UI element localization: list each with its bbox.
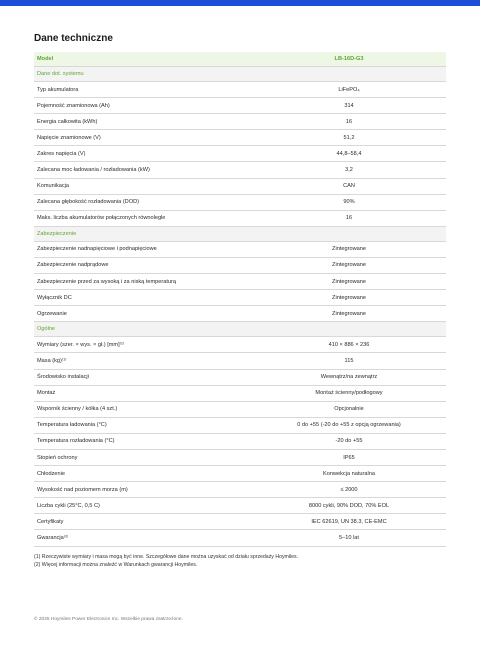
spec-label: Maks. liczba akumulatorów połączonych równolegle xyxy=(34,210,252,226)
spec-row xyxy=(34,449,446,465)
spec-label: Energia całkowita (kWh) xyxy=(34,114,252,130)
spec-value: Montaż ścienny/podłogowy xyxy=(252,385,446,401)
spec-value: 115 xyxy=(252,353,446,369)
footnote-2: (2) Więcej informacji można znaleźć w Warunkach gwarancji Hoymiles. xyxy=(34,561,198,568)
spec-label: Wysokość nad poziomem morza (m) xyxy=(34,482,252,498)
spec-row xyxy=(34,466,446,482)
spec-label: Napięcie znamionowe (V) xyxy=(34,130,252,146)
spec-label: Masa (kg)⁽¹⁾ xyxy=(34,353,252,369)
spec-value: 90% xyxy=(252,194,446,210)
copyright-footer: © 2025 Hoymiles Power Electronics Inc. Wszelkie prawa zastrzeżone. xyxy=(34,617,183,622)
spec-row xyxy=(34,337,446,353)
spec-label: Zabezpieczenie przed za wysoką i za niską temperaturą xyxy=(34,274,252,290)
spec-value: Opcjonalnie xyxy=(252,401,446,417)
footnotes xyxy=(34,554,298,569)
spec-label: Montaż xyxy=(34,385,252,401)
spec-row xyxy=(34,146,446,162)
spec-label: Zabezpieczenie nadnapięciowe i podnapięciowe xyxy=(34,241,252,257)
spec-row xyxy=(34,498,446,514)
spec-value: ≤ 2000 xyxy=(252,482,446,498)
spec-label: Komunikacja xyxy=(34,178,252,194)
spec-row xyxy=(34,98,446,114)
spec-label: Temperatura rozładowania (°C) xyxy=(34,433,252,449)
spec-label: Temperatura ładowania (°C) xyxy=(34,417,252,433)
spec-row xyxy=(34,433,446,449)
spec-value: 16 xyxy=(252,210,446,226)
spec-value: 16 xyxy=(252,114,446,130)
spec-value: Wewnątrz/na zewnątrz xyxy=(252,369,446,385)
spec-value: LiFePO₄ xyxy=(252,82,446,98)
spec-value: 314 xyxy=(252,98,446,114)
spec-value: IP65 xyxy=(252,449,446,465)
section-title: Dane dot. systemu xyxy=(34,67,446,82)
spec-value: 8000 cykli, 90% DOD, 70% EOL xyxy=(252,498,446,514)
spec-row xyxy=(34,241,446,257)
spec-row xyxy=(34,530,446,546)
spec-row xyxy=(34,194,446,210)
spec-value: Zintegrowane xyxy=(252,241,446,257)
spec-label: Zalecana moc ładowania / rozładowania (kW) xyxy=(34,162,252,178)
spec-label: Liczba cykli (25°C, 0,5 C) xyxy=(34,498,252,514)
top-accent-bar xyxy=(0,0,480,6)
section-header-row xyxy=(34,67,446,82)
model-header-row xyxy=(34,52,446,67)
spec-label: Chłodzenie xyxy=(34,466,252,482)
spec-row xyxy=(34,162,446,178)
page-title: Dane techniczne xyxy=(34,33,113,44)
spec-row xyxy=(34,306,446,322)
section-title: Ogólne xyxy=(34,322,446,337)
spec-value: Konwekcja naturalna xyxy=(252,466,446,482)
spec-value: Zintegrowane xyxy=(252,290,446,306)
spec-value: 44,8–58,4 xyxy=(252,146,446,162)
spec-label: Gwarancja⁽²⁾ xyxy=(34,530,252,546)
spec-row xyxy=(34,274,446,290)
spec-label: Typ akumulatora xyxy=(34,82,252,98)
spec-label: Zabezpieczenie nadprądowe xyxy=(34,257,252,273)
spec-label: Pojemność znamionowa (Ah) xyxy=(34,98,252,114)
spec-label: Zalecana głębokość rozładowania (DOD) xyxy=(34,194,252,210)
spec-label: Wymiary (szer. × wys. × gł.) [mm]⁽¹⁾ xyxy=(34,337,252,353)
spec-label: Certyfikaty xyxy=(34,514,252,530)
spec-row xyxy=(34,385,446,401)
model-label: Model xyxy=(34,52,252,67)
spec-label: Ogrzewanie xyxy=(34,306,252,322)
spec-label: Stopień ochrony xyxy=(34,449,252,465)
section-header-row xyxy=(34,322,446,337)
spec-label: Środowisko instalacji xyxy=(34,369,252,385)
spec-table xyxy=(34,52,446,547)
spec-label: Wyłącznik DC xyxy=(34,290,252,306)
spec-row xyxy=(34,514,446,530)
spec-row xyxy=(34,482,446,498)
spec-value: Zintegrowane xyxy=(252,306,446,322)
spec-label: Zakres napięcia (V) xyxy=(34,146,252,162)
spec-value: 5–10 lat xyxy=(252,530,446,546)
spec-value: -20 do +55 xyxy=(252,433,446,449)
spec-value: 410 × 886 × 236 xyxy=(252,337,446,353)
spec-row xyxy=(34,290,446,306)
spec-value: Zintegrowane xyxy=(252,274,446,290)
footnote-1: (1) Rzeczywiste wymiary i masa mogą być inne. Szczegółowe dane można uzyskać od działu sprzedaży Hoymiles. xyxy=(34,554,299,560)
spec-value: 51,2 xyxy=(252,130,446,146)
spec-row xyxy=(34,417,446,433)
spec-value: Zintegrowane xyxy=(252,257,446,273)
spec-row xyxy=(34,369,446,385)
spec-label: Wspornik ścienny / kółka (4 szt.) xyxy=(34,401,252,417)
spec-row xyxy=(34,82,446,98)
spec-row xyxy=(34,178,446,194)
spec-row xyxy=(34,257,446,273)
spec-value: CAN xyxy=(252,178,446,194)
section-header-row xyxy=(34,226,446,241)
model-value: LB-16D-G3 xyxy=(252,52,446,67)
spec-row xyxy=(34,353,446,369)
spec-value: 0 do +55 (-20 do +55 z opcją ogrzewania) xyxy=(252,417,446,433)
spec-row xyxy=(34,114,446,130)
spec-row xyxy=(34,130,446,146)
section-title: Zabezpieczenie xyxy=(34,226,446,241)
spec-value: 3,2 xyxy=(252,162,446,178)
spec-row xyxy=(34,210,446,226)
spec-value: IEC 62619, UN 38.3, CE-EMC xyxy=(252,514,446,530)
spec-row xyxy=(34,401,446,417)
